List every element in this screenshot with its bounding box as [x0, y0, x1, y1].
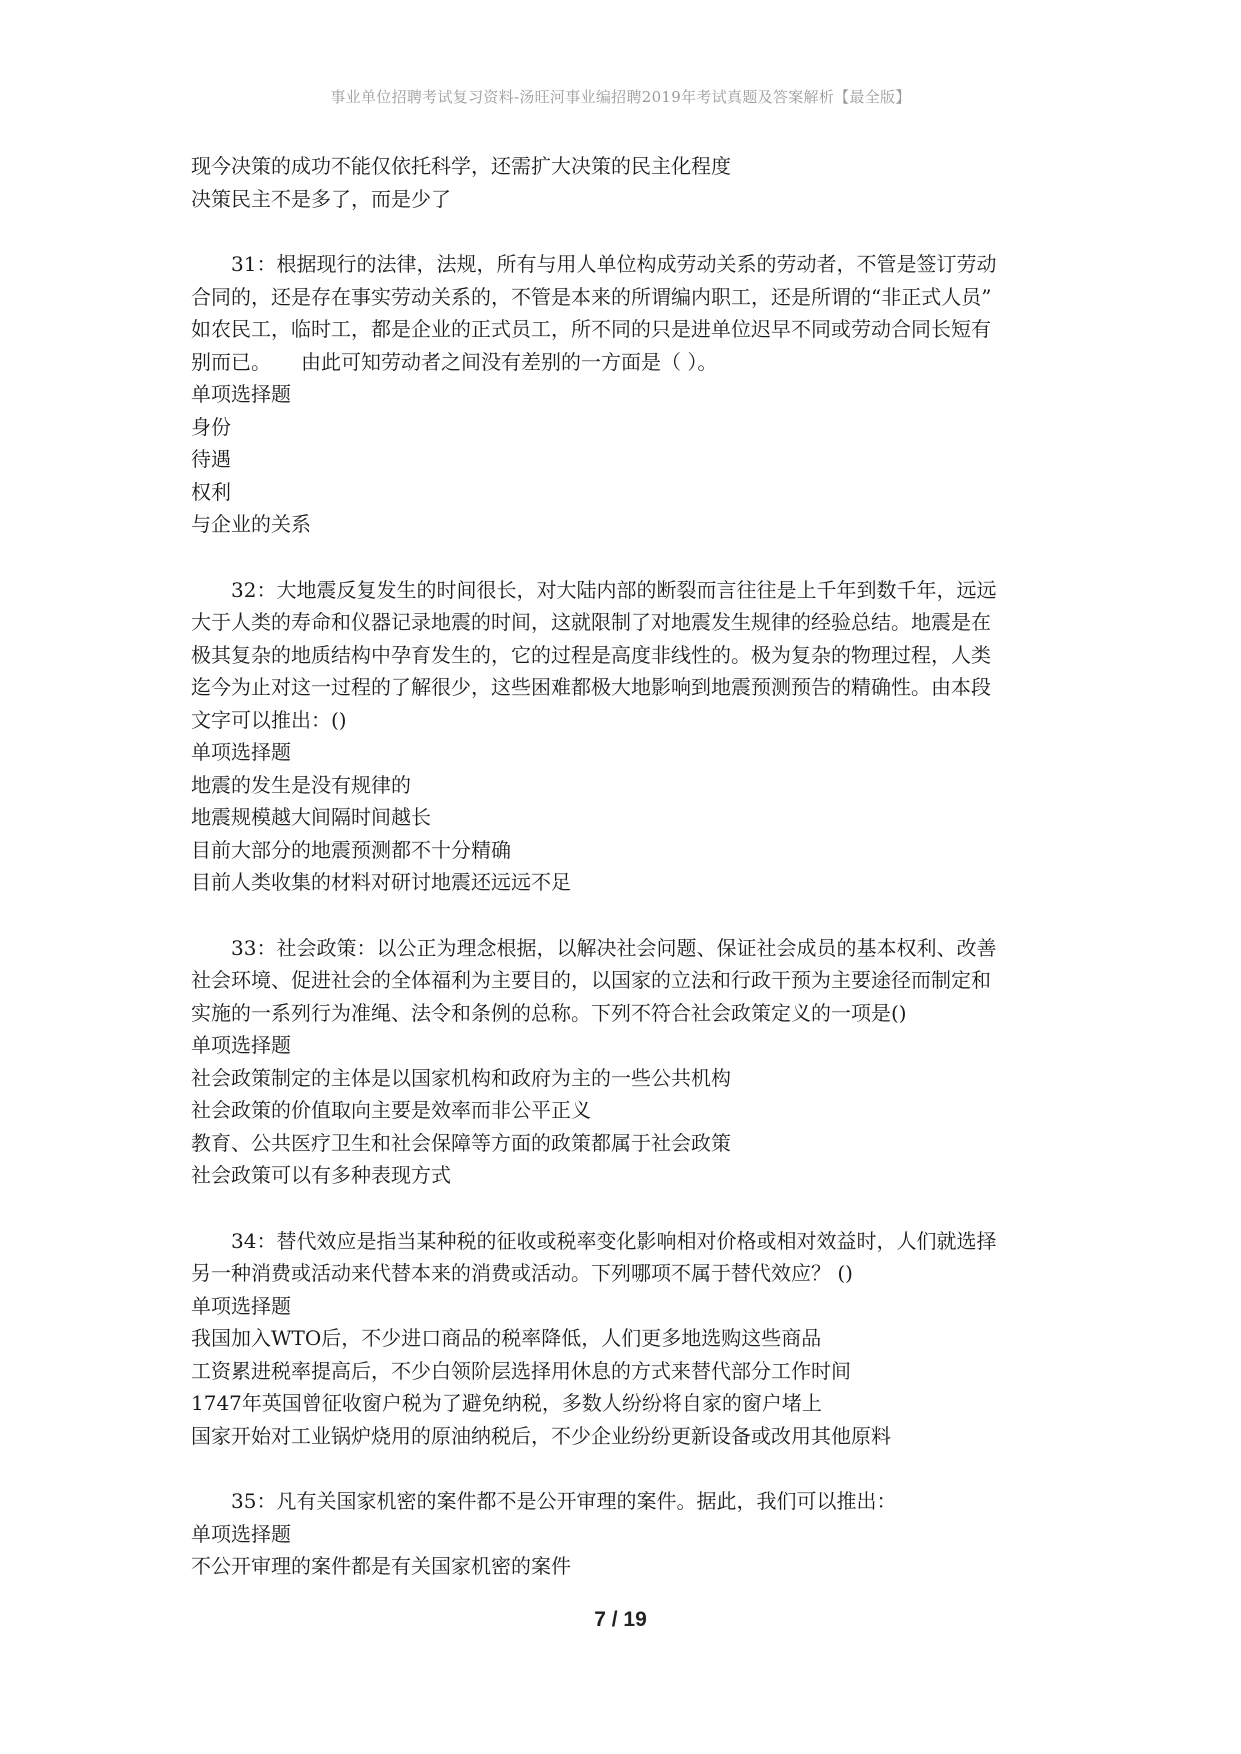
answer-option: 目前大部分的地震预测都不十分精确 — [191, 837, 511, 862]
question-stem-line: 另一种消费或活动来代替本来的消费或活动。下列哪项不属于替代效应？ () — [191, 1261, 853, 1285]
question-stem-line: 35：凡有关国家机密的案件都不是公开审理的案件。据此，我们可以推出： — [231, 1489, 897, 1513]
answer-option: 社会政策的价值取向主要是效率而非公平正义 — [191, 1098, 591, 1122]
question-type: 单项选择题 — [191, 740, 291, 764]
answer-option: 不公开审理的案件都是有关国家机密的案件 — [191, 1554, 571, 1578]
answer-option: 目前人类收集的材料对研讨地震还远远不足 — [191, 870, 571, 894]
question-33 — [191, 932, 1061, 1192]
answer-option: 工资累进税率提高后，不少白领阶层选择用休息的方式来替代部分工作时间 — [191, 1358, 851, 1383]
question-31 — [191, 248, 1061, 541]
question-stem-line: 32：大地震反复发生的时间很长，对大陆内部的断裂而言往往是上千年到数千年，远远 — [231, 577, 997, 602]
question-stem-line: 合同的，还是存在事实劳动关系的，不管是本来的所谓编内职工，还是所谓的“非正式人员” — [191, 284, 992, 309]
answer-option: 1747年英国曾征收窗户税为了避免纳税，多数人纷纷将自家的窗户堵上 — [191, 1391, 822, 1415]
question-stem-line: 大于人类的寿命和仪器记录地震的时间，这就限制了对地震发生规律的经验总结。地震是在 — [191, 610, 991, 634]
question-stem-line: 极其复杂的地质结构中孕育发生的，它的过程是高度非线性的。极为复杂的物理过程，人类 — [191, 642, 991, 667]
question-stem-line: 文字可以推出：() — [191, 707, 347, 732]
question-stem-line: 社会环境、促进社会的全体福利为主要目的，以国家的立法和行政干预为主要途径而制定和 — [191, 968, 991, 992]
question-stem-line: 迄今为止对这一过程的了解很少，这些困难都极大地影响到地震预测预告的精确性。由本段 — [191, 675, 991, 699]
question-stem-line: 31：根据现行的法律，法规，所有与用人单位构成劳动关系的劳动者，不管是签订劳动 — [231, 252, 997, 276]
question-stem-line: 34：替代效应是指当某种税的征收或税率变化影响相对价格或相对效益时，人们就选择 — [231, 1228, 997, 1253]
answer-option: 社会政策制定的主体是以国家机构和政府为主的一些公共机构 — [191, 1065, 731, 1090]
question-32 — [191, 574, 1061, 899]
document-body — [191, 150, 1061, 1583]
question-35 — [191, 1485, 1061, 1583]
answer-option: 权利 — [191, 479, 231, 504]
question-stem-line: 如农民工，临时工，都是企业的正式员工，所不同的只是进单位迟早不同或劳动合同长短有 — [191, 317, 991, 341]
answer-option: 与企业的关系 — [191, 512, 311, 536]
answer-option: 地震规模越大间隔时间越长 — [191, 805, 431, 829]
question-stem-line: 实施的一系列行为准绳、法令和条例的总称。下列不符合社会政策定义的一项是() — [191, 1000, 907, 1025]
page-number: 7 / 19 — [594, 1608, 647, 1631]
text-line: 现今决策的成功不能仅依托科学，还需扩大决策的民主化程度 — [191, 154, 731, 178]
question-34 — [191, 1225, 1061, 1453]
text-line: 决策民主不是多了，而是少了 — [191, 186, 451, 211]
question-type: 单项选择题 — [191, 382, 291, 406]
answer-option: 我国加入WTO后，不少进口商品的税率降低，人们更多地选购这些商品 — [191, 1326, 822, 1350]
question-type: 单项选择题 — [191, 1293, 291, 1318]
answer-option: 地震的发生是没有规律的 — [191, 772, 411, 797]
answer-option: 国家开始对工业锅炉烧用的原油纳税后，不少企业纷纷更新设备或改用其他原料 — [191, 1423, 891, 1448]
answer-option: 身份 — [191, 414, 231, 439]
answer-option: 教育、公共医疗卫生和社会保障等方面的政策都属于社会政策 — [191, 1130, 731, 1155]
answer-option: 待遇 — [191, 447, 231, 471]
question-type: 单项选择题 — [191, 1521, 291, 1546]
page-header: 事业单位招聘考试复习资料-汤旺河事业编招聘2019年考试真题及答案解析【最全版】 — [330, 88, 911, 106]
question-stem-line: 别而已。 由此可知劳动者之间没有差别的一方面是（ ）。 — [191, 349, 718, 374]
answer-option: 社会政策可以有多种表现方式 — [191, 1163, 451, 1187]
question-stem-line: 33：社会政策：以公正为理念根据，以解决社会问题、保证社会成员的基本权利、改善 — [231, 935, 997, 960]
question-type: 单项选择题 — [191, 1033, 291, 1057]
